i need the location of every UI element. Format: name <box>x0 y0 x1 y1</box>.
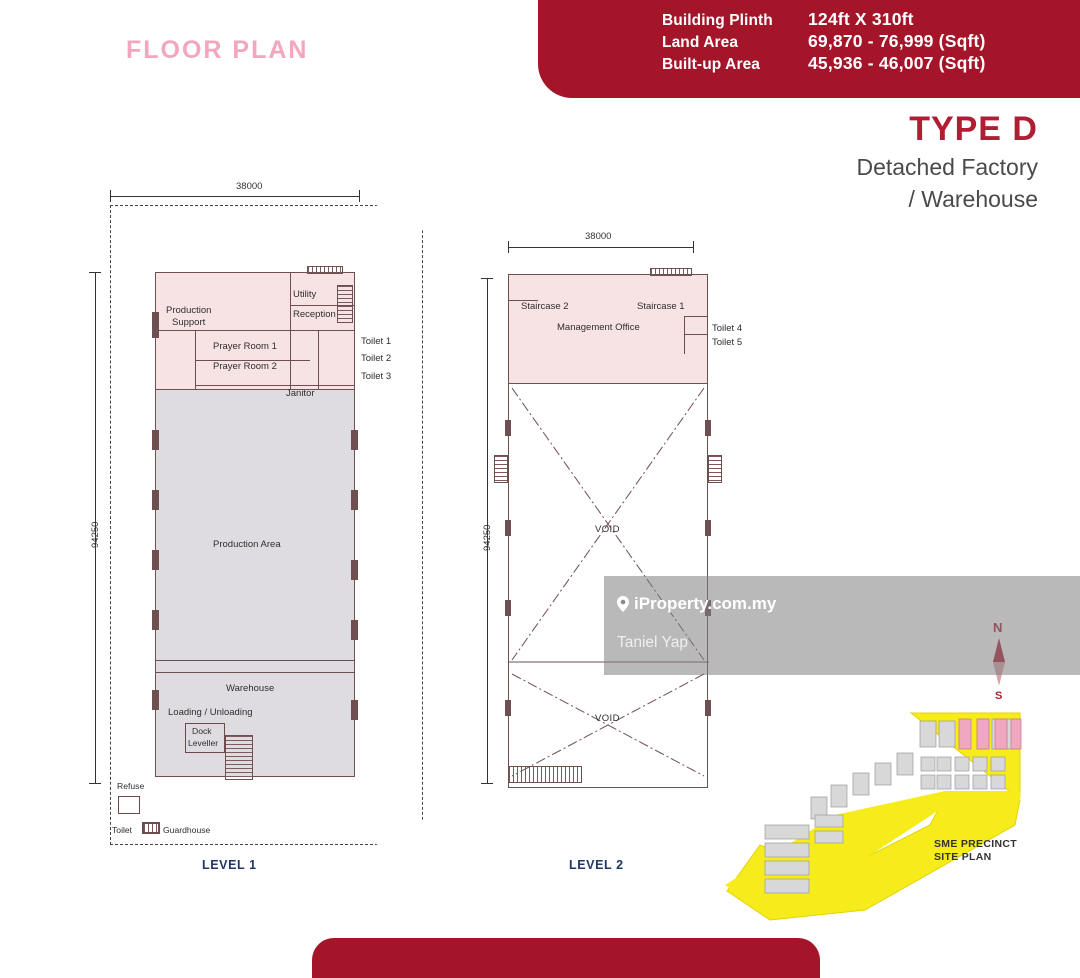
label-staircase-1: Staircase 1 <box>637 301 685 312</box>
label-dock-1: Dock <box>192 726 212 736</box>
dim-tick-l1-b <box>359 190 360 202</box>
label-guardhouse: Guardhouse <box>163 825 211 835</box>
site-plan-caption <box>934 838 1017 864</box>
column-tick <box>505 520 511 536</box>
stair-hatch-bottom-l2 <box>508 766 582 783</box>
dim-tick-l2-d <box>481 783 493 784</box>
dock-ramp-hatch <box>225 735 253 780</box>
l2-partition-2 <box>684 316 685 354</box>
label-void-1: VOID <box>595 524 620 535</box>
column-tick <box>152 550 159 570</box>
label-refuse: Refuse <box>117 781 145 791</box>
column-tick <box>505 600 511 616</box>
partition-h-3 <box>195 385 355 386</box>
watermark-brand <box>617 594 776 614</box>
guardhouse-hatch <box>143 823 159 833</box>
dim-label-left-l2: 94250 <box>482 524 493 551</box>
partition-h-1 <box>155 330 355 331</box>
dim-line-top-l1 <box>110 196 360 197</box>
label-prayer-room-2: Prayer Room 2 <box>213 361 277 372</box>
label-toilet-5: Toilet 5 <box>712 337 743 348</box>
staircase-hatch-left-l2 <box>494 455 508 483</box>
label-prayer-room-1: Prayer Room 1 <box>213 341 277 352</box>
label-toilet-4: Toilet 4 <box>712 323 743 334</box>
entry-stair-hatch <box>307 266 343 274</box>
office-block-l1 <box>155 272 355 390</box>
page-title: FLOOR PLAN <box>126 36 309 64</box>
spec-row-builtup <box>662 53 1070 74</box>
label-management-office: Management Office <box>557 322 640 333</box>
dim-tick-l1-c <box>89 272 101 273</box>
dim-tick-l2-c <box>481 278 493 279</box>
column-tick <box>351 560 358 580</box>
dim-tick-l2-a <box>508 241 509 253</box>
column-tick <box>351 430 358 450</box>
label-dock-2: Leveller <box>188 738 219 748</box>
level2-caption: LEVEL 2 <box>569 858 624 872</box>
l2-partition-4 <box>684 316 708 317</box>
watermark-brand-label: iProperty.com.my <box>634 594 777 613</box>
column-tick <box>152 610 159 630</box>
watermark-agent-name: Taniel Yap <box>617 634 688 651</box>
footer-banner <box>312 938 820 978</box>
column-tick <box>152 430 159 450</box>
label-toilet-2: Toilet 2 <box>361 353 392 364</box>
column-tick <box>152 312 159 338</box>
spec-value-land: 69,870 - 76,999 (Sqft) <box>808 31 986 51</box>
label-loading-unloading: Loading / Unloading <box>168 707 253 718</box>
column-tick <box>152 490 159 510</box>
spec-row-plinth <box>662 9 1070 30</box>
spec-list <box>662 9 1070 75</box>
label-production-area: Production Area <box>213 539 281 550</box>
column-tick <box>152 690 159 710</box>
type-subtitle-2: / Warehouse <box>908 186 1038 213</box>
column-tick <box>505 420 511 436</box>
label-reception: Reception <box>293 309 336 320</box>
spec-label-builtup: Built-up Area <box>662 56 761 73</box>
site-plan-caption-line2: SITE PLAN <box>934 851 992 864</box>
label-utility: Utility <box>293 289 317 300</box>
partition-v-1 <box>290 272 291 390</box>
header-banner <box>538 0 1080 98</box>
label-void-2: VOID <box>595 713 620 724</box>
spec-value-builtup: 45,936 - 46,007 (Sqft) <box>808 53 986 73</box>
type-heading <box>856 110 1038 213</box>
partition-v-2 <box>318 330 319 390</box>
void-cross-2 <box>508 670 709 780</box>
level1-caption: LEVEL 1 <box>202 858 257 872</box>
partition-v-3 <box>195 330 196 390</box>
dim-label-left-l1: 94250 <box>90 521 101 548</box>
column-tick <box>505 700 511 716</box>
label-warehouse: Warehouse <box>226 683 275 694</box>
label-toilet-1: Toilet 1 <box>361 336 392 347</box>
column-tick <box>705 520 711 536</box>
column-tick <box>705 420 711 436</box>
type-subtitle-1: Detached Factory <box>856 154 1038 180</box>
column-tick <box>351 620 358 640</box>
label-toilet-outdoor: Toilet <box>112 825 133 835</box>
location-pin-icon <box>617 596 629 612</box>
spec-label-plinth: Building Plinth <box>662 12 773 29</box>
column-tick <box>351 490 358 510</box>
partition-h-warehouse-2 <box>155 672 355 673</box>
label-production-support-2: Support <box>172 317 206 328</box>
site-plan-caption-line1: SME PRECINCT <box>934 838 1017 850</box>
dim-tick-l1-a <box>110 190 111 202</box>
dim-line-top-l2 <box>508 247 694 248</box>
column-tick <box>351 700 358 720</box>
dim-label-top-l2: 38000 <box>585 231 612 242</box>
label-janitor: Janitor <box>286 388 315 399</box>
dim-tick-l1-d <box>89 783 101 784</box>
column-tick <box>705 700 711 716</box>
spec-value-plinth: 124ft X 310ft <box>808 9 914 29</box>
compass-south-label: S <box>995 690 1003 702</box>
staircase-hatch-l1 <box>337 285 353 323</box>
stair-hatch-top-l2 <box>650 268 692 276</box>
dim-label-top-l1: 38000 <box>236 181 263 192</box>
spec-label-land: Land Area <box>662 34 739 51</box>
partition-h-warehouse <box>155 660 355 661</box>
spec-row-land <box>662 31 1070 52</box>
label-staircase-2: Staircase 2 <box>521 301 569 312</box>
watermark-overlay <box>604 576 1080 675</box>
refuse-box <box>118 796 140 814</box>
type-title: TYPE D <box>909 110 1038 148</box>
l2-partition-3 <box>684 334 708 335</box>
site-plan-diagram <box>715 705 1035 930</box>
staircase-hatch-right-l2 <box>708 455 722 483</box>
label-production-support-1: Production <box>166 305 212 316</box>
label-toilet-3: Toilet 3 <box>361 371 392 382</box>
dim-tick-l2-b <box>693 241 694 253</box>
